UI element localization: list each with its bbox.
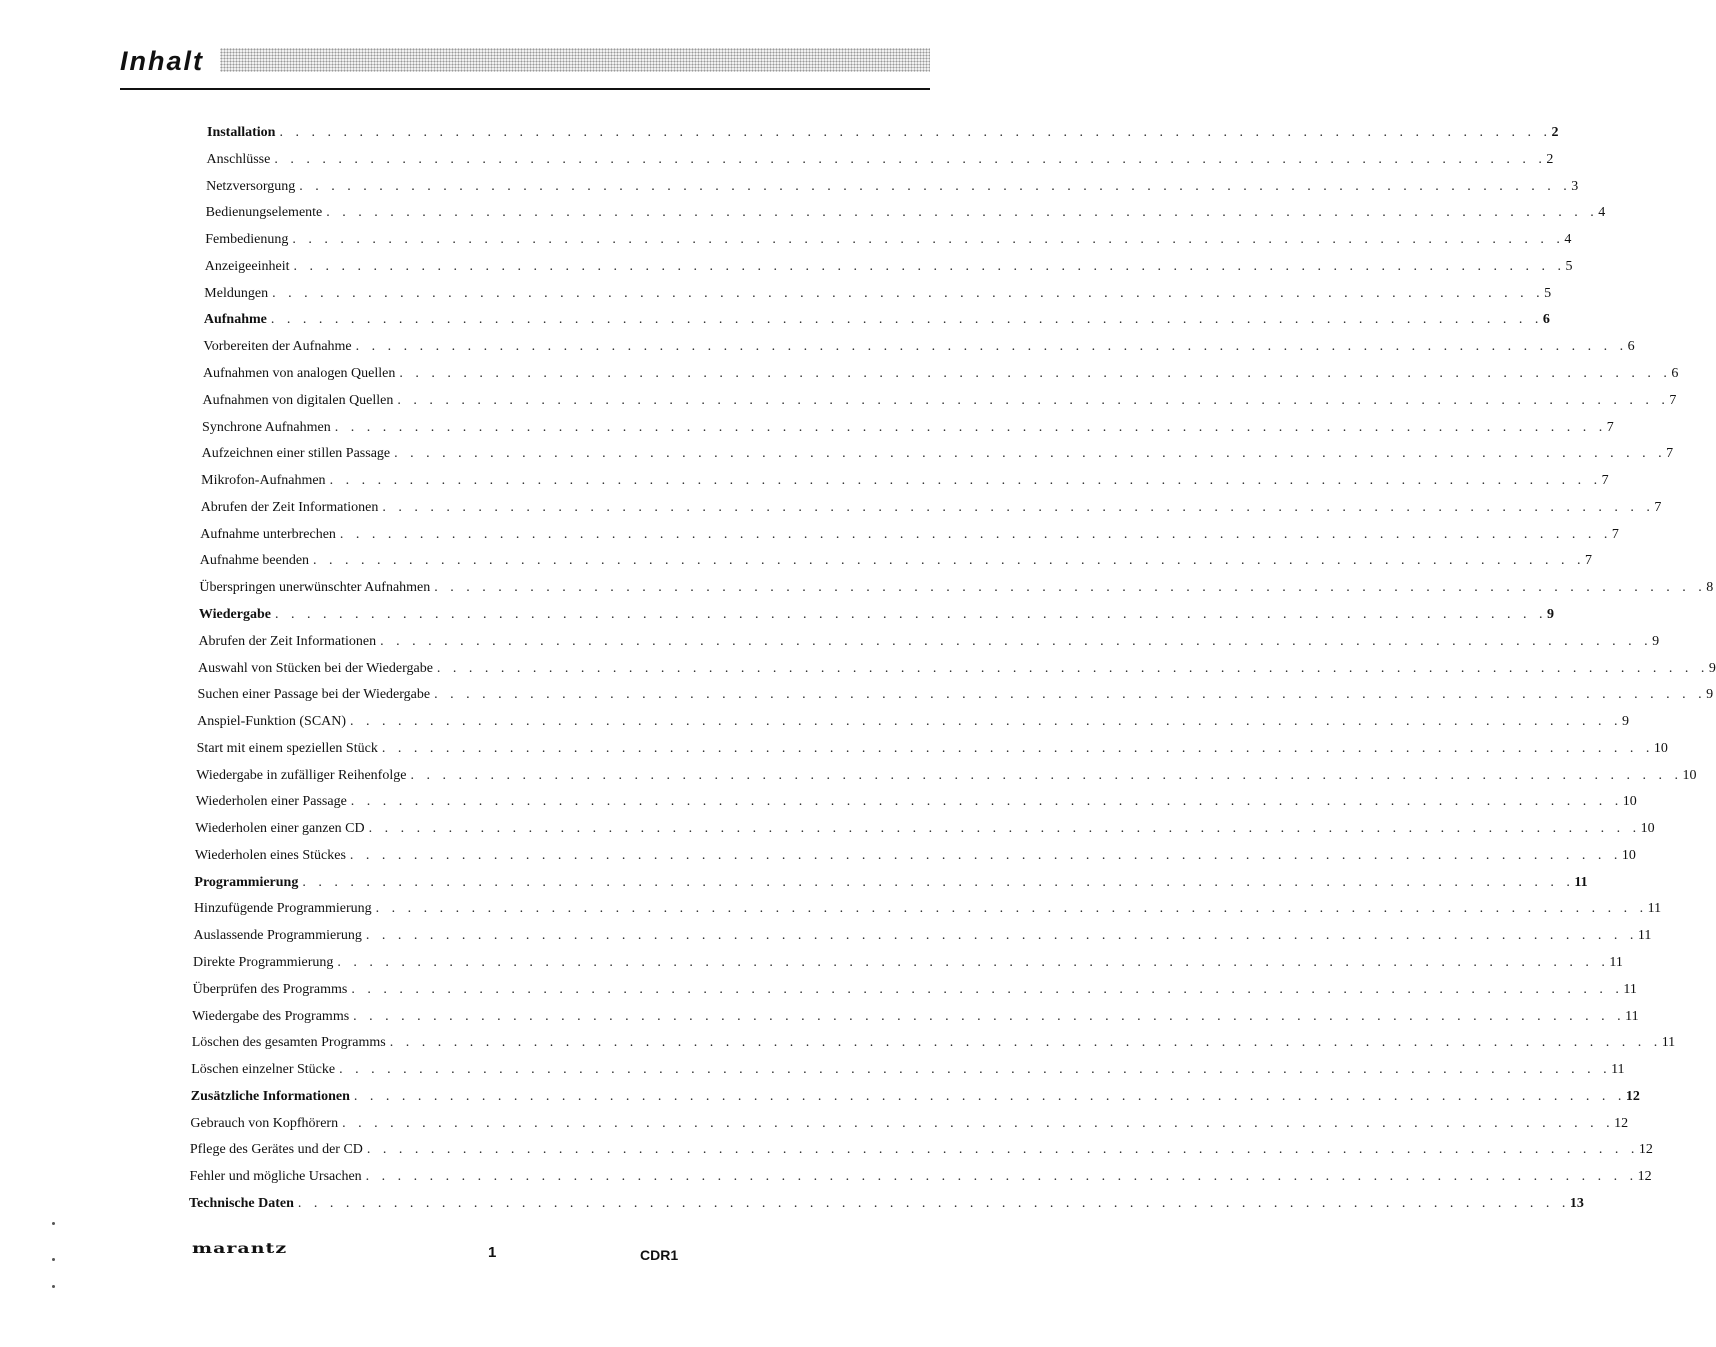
dot-leader: . . . . . . . . . . . . . . . . . . . . . . . . . . . . . . . . . . . . . . . . . . . . . . . . . . . . . . . . . . . . . . . . . . . . . . . . . . . . . . . . (302, 874, 1575, 890)
toc-entry (197, 684, 1714, 706)
toc-entry-label: Wiedergabe des Programms (192, 1008, 350, 1024)
dot-leader: . . . . . . . . . . . . . . . . . . . . . . . . . . . . . . . . . . . . . . . . . . . . . . . . . . . . . . . . . . . . . . . . . . . . . . . . . . . . . . . . (434, 580, 1707, 596)
dot-leader: . . . . . . . . . . . . . . . . . . . . . . . . . . . . . . . . . . . . . . . . . . . . . . . . . . . . . . . . . . . . . . . . . . . . . . . . . . . . . . . . (297, 1196, 1570, 1211)
toc-entry-label: Installation (207, 125, 276, 140)
toc-entry-page: 10 (1640, 821, 1655, 837)
toc-entry-label: Aufnahmen von analogen Quellen (202, 365, 396, 381)
scan-speck (52, 1285, 55, 1288)
toc-entry (205, 229, 1572, 251)
toc-entry (202, 363, 1679, 385)
toc-entry-page: 7 (1585, 553, 1593, 569)
toc-entry-page: 9 (1622, 714, 1630, 730)
toc-entry-page: 12 (1625, 1088, 1640, 1104)
dot-leader: . . . . . . . . . . . . . . . . . . . . . . . . . . . . . . . . . . . . . . . . . . . . . . . . . . . . . . . . . . . . . . . . . . . . . . . . . . . . . . . . (350, 794, 1623, 810)
toc-entry (195, 791, 1637, 813)
toc-entry-label: Abrufen der Zeit Informationen (200, 499, 379, 515)
toc-entry-page: 7 (1654, 499, 1662, 515)
toc-entry-page: 12 (1637, 1169, 1652, 1185)
dot-leader: . . . . . . . . . . . . . . . . . . . . . . . . . . . . . . . . . . . . . . . . . . . . . . . . . . . . . . . . . . . . . . . . . . . . . . . . . . . . . . . . (274, 151, 1547, 167)
dot-leader: . . . . . . . . . . . . . . . . . . . . . . . . . . . . . . . . . . . . . . . . . . . . . . . . . . . . . . . . . . . . . . . . . . . . . . . . . . . . . . . . (337, 955, 1610, 971)
brand-logo: marantz (192, 1241, 288, 1257)
dot-leader: . . . . . . . . . . . . . . . . . . . . . . . . . . . . . . . . . . . . . . . . . . . . . . . . . . . . . . . . . . . . . . . . . . . . . . . . . . . . . . . . (351, 981, 1624, 997)
toc-entry-page: 10 (1622, 794, 1637, 810)
toc-entry-page: 2 (1546, 151, 1554, 167)
toc-entry-label: Wiedergabe in zufälliger Reihenfolge (196, 767, 407, 783)
toc-entry-label: Wiederholen einer ganzen CD (195, 821, 365, 837)
toc-entry (195, 818, 1655, 840)
toc-entry-label: Pflege des Gerätes und der CD (189, 1142, 363, 1158)
toc-entry (191, 1059, 1625, 1081)
dot-leader: . . . . . . . . . . . . . . . . . . . . . . . . . . . . . . . . . . . . . . . . . . . . . . . . . . . . . . . . . . . . . . . . . . . . . . . . . . . . . . . . (389, 1035, 1662, 1051)
dot-leader: . . . . . . . . . . . . . . . . . . . . . . . . . . . . . . . . . . . . . . . . . . . . . . . . . . . . . . . . . . . . . . . . . . . . . . . . . . . . . . . . (399, 365, 1672, 381)
toc-entry-label: Fembedienung (205, 232, 289, 248)
dot-leader: . . . . . . . . . . . . . . . . . . . . . . . . . . . . . . . . . . . . . . . . . . . . . . . . . . . . . . . . . . . . . . . . . . . . . . . . . . . . . . . . (342, 1115, 1615, 1131)
toc-entry-label: Abrufen der Zeit Informationen (198, 633, 377, 649)
toc-entry-page: 9 (1652, 633, 1660, 649)
toc-entry (196, 738, 1668, 760)
toc-entry-label: Überprüfen des Programms (192, 981, 348, 997)
toc-entry-label: Aufnahme beenden (199, 553, 310, 569)
toc-entry-page: 5 (1565, 258, 1573, 274)
toc-entry-page: 5 (1544, 285, 1552, 301)
toc-entry (189, 1139, 1653, 1161)
toc-entry-label: Direkte Programmierung (193, 955, 334, 971)
toc-entry-page: 9 (1706, 687, 1714, 703)
toc-entry-page: 11 (1661, 1035, 1676, 1051)
toc-entry-label: Suchen einer Passage bei der Wiedergabe (197, 687, 431, 703)
dot-leader: . . . . . . . . . . . . . . . . . . . . . . . . . . . . . . . . . . . . . . . . . . . . . . . . . . . . . . . . . . . . . . . . . . . . . . . . . . . . . . . . (380, 633, 1653, 649)
scan-speck (52, 1222, 55, 1225)
dot-leader: . . . . . . . . . . . . . . . . . . . . . . . . . . . . . . . . . . . . . . . . . . . . . . . . . . . . . . . . . . . . . . . . . . . . . . . . . . . . . . . . (350, 714, 1623, 730)
toc-entry-page: 6 (1671, 365, 1679, 381)
dot-leader: . . . . . . . . . . . . . . . . . . . . . . . . . . . . . . . . . . . . . . . . . . . . . . . . . . . . . . . . . . . . . . . . . . . . . . . . . . . . . . . . (353, 1008, 1626, 1024)
dot-leader: . . . . . . . . . . . . . . . . . . . . . . . . . . . . . . . . . . . . . . . . . . . . . . . . . . . . . . . . . . . . . . . . . . . . . . . . . . . . . . . . (365, 928, 1638, 944)
dot-leader: . . . . . . . . . . . . . . . . . . . . . . . . . . . . . . . . . . . . . . . . . . . . . . . . . . . . . . . . . . . . . . . . . . . . . . . . . . . . . . . . (326, 205, 1599, 221)
toc-entry (207, 122, 1559, 144)
toc-entry-label: Auslassende Programmierung (193, 928, 362, 944)
toc-entry-page: 6 (1542, 312, 1550, 328)
dot-leader: . . . . . . . . . . . . . . . . . . . . . . . . . . . . . . . . . . . . . . . . . . . . . . . . . . . . . . . . . . . . . . . . . . . . . . . . . . . . . . . . (313, 553, 1586, 569)
toc-entry-page: 11 (1611, 1062, 1625, 1078)
model-name: CDR1 (640, 1247, 679, 1263)
dot-leader: . . . . . . . . . . . . . . . . . . . . . . . . . . . . . . . . . . . . . . . . . . . . . . . . . . . . . . . . . . . . . . . . . . . . . . . . . . . . . . . . (355, 339, 1628, 355)
toc-entry (194, 845, 1636, 867)
toc-entry-page: 11 (1623, 981, 1637, 997)
toc-entry (189, 1166, 1652, 1188)
toc-entry-page: 9 (1708, 660, 1716, 676)
toc-entry (206, 176, 1579, 198)
toc-entry-page: 10 (1653, 740, 1668, 756)
toc-entry-page: 4 (1564, 232, 1572, 248)
toc-entry-label: Wiederholen eines Stückes (194, 847, 346, 863)
dot-leader: . . . . . . . . . . . . . . . . . . . . . . . . . . . . . . . . . . . . . . . . . . . . . . . . . . . . . . . . . . . . . . . . . . . . . . . . . . . . . . . . (365, 1169, 1638, 1185)
toc-entry-page: 6 (1627, 339, 1635, 355)
toc-entry-page: 12 (1638, 1142, 1653, 1158)
toc-entry-label: Bedienungselemente (205, 205, 323, 221)
toc-entry-page: 7 (1666, 446, 1674, 462)
toc-entry (205, 202, 1606, 224)
dot-leader: . . . . . . . . . . . . . . . . . . . . . . . . . . . . . . . . . . . . . . . . . . . . . . . . . . . . . . . . . . . . . . . . . . . . . . . . . . . . . . . . (334, 419, 1607, 435)
toc-entry-page: 9 (1546, 606, 1554, 622)
dot-leader: . . . . . . . . . . . . . . . . . . . . . . . . . . . . . . . . . . . . . . . . . . . . . . . . . . . . . . . . . . . . . . . . . . . . . . . . . . . . . . . . (279, 125, 1552, 140)
toc-entry (204, 283, 1552, 305)
dot-leader: . . . . . . . . . . . . . . . . . . . . . . . . . . . . . . . . . . . . . . . . . . . . . . . . . . . . . . . . . . . . . . . . . . . . . . . . . . . . . . . . (375, 901, 1648, 917)
toc-entry (200, 524, 1619, 546)
dot-leader: . . . . . . . . . . . . . . . . . . . . . . . . . . . . . . . . . . . . . . . . . . . . . . . . . . . . . . . . . . . . . . . . . . . . . . . . . . . . . . . . (270, 312, 1543, 328)
toc-entry-page: 12 (1614, 1115, 1629, 1131)
toc-entry-label: Meldungen (204, 285, 269, 301)
toc-entry (199, 577, 1714, 599)
toc-entry-label: Löschen des gesamten Programms (191, 1035, 386, 1051)
toc-entry-label: Technische Daten (189, 1196, 294, 1211)
toc-entry (189, 1193, 1584, 1215)
dot-leader: . . . . . . . . . . . . . . . . . . . . . . . . . . . . . . . . . . . . . . . . . . . . . . . . . . . . . . . . . . . . . . . . . . . . . . . . . . . . . . . . (368, 821, 1641, 837)
dot-leader: . . . . . . . . . . . . . . . . . . . . . . . . . . . . . . . . . . . . . . . . . . . . . . . . . . . . . . . . . . . . . . . . . . . . . . . . . . . . . . . . (349, 847, 1622, 863)
toc-entry (190, 1086, 1640, 1108)
toc-entry-label: Mikrofon-Aufnahmen (201, 473, 326, 489)
toc-entry (201, 443, 1674, 465)
toc-entry-page: 4 (1598, 205, 1606, 221)
dot-leader: . . . . . . . . . . . . . . . . . . . . . . . . . . . . . . . . . . . . . . . . . . . . . . . . . . . . . . . . . . . . . . . . . . . . . . . . . . . . . . . . (293, 258, 1566, 274)
dot-leader: . . . . . . . . . . . . . . . . . . . . . . . . . . . . . . . . . . . . . . . . . . . . . . . . . . . . . . . . . . . . . . . . . . . . . . . . . . . . . . . . (292, 232, 1565, 248)
dot-leader: . . . . . . . . . . . . . . . . . . . . . . . . . . . . . . . . . . . . . . . . . . . . . . . . . . . . . . . . . . . . . . . . . . . . . . . . . . . . . . . . (274, 606, 1547, 622)
toc-entry-page: 7 (1611, 526, 1619, 542)
toc-entry (203, 309, 1550, 331)
toc-entry (203, 336, 1635, 358)
toc-entry-label: Löschen einzelner Stücke (191, 1062, 336, 1078)
toc-entry (202, 417, 1614, 439)
scan-speck (52, 1258, 55, 1261)
toc-entry-label: Aufnahmen von digitalen Quellen (202, 392, 394, 408)
toc-entry-label: Zusätzliche Informationen (190, 1088, 350, 1104)
toc-entry-page: 11 (1609, 955, 1623, 971)
dot-leader: . . . . . . . . . . . . . . . . . . . . . . . . . . . . . . . . . . . . . . . . . . . . . . . . . . . . . . . . . . . . . . . . . . . . . . . . . . . . . . . . (397, 392, 1670, 408)
dot-leader: . . . . . . . . . . . . . . . . . . . . . . . . . . . . . . . . . . . . . . . . . . . . . . . . . . . . . . . . . . . . . . . . . . . . . . . . . . . . . . . . (272, 285, 1545, 301)
dot-leader: . . . . . . . . . . . . . . . . . . . . . . . . . . . . . . . . . . . . . . . . . . . . . . . . . . . . . . . . . . . . . . . . . . . . . . . . . . . . . . . . (329, 473, 1602, 489)
dot-leader: . . . . . . . . . . . . . . . . . . . . . . . . . . . . . . . . . . . . . . . . . . . . . . . . . . . . . . . . . . . . . . . . . . . . . . . . . . . . . . . . (366, 1142, 1639, 1158)
dot-leader: . . . . . . . . . . . . . . . . . . . . . . . . . . . . . . . . . . . . . . . . . . . . . . . . . . . . . . . . . . . . . . . . . . . . . . . . . . . . . . . . (436, 660, 1709, 676)
dot-leader: . . . . . . . . . . . . . . . . . . . . . . . . . . . . . . . . . . . . . . . . . . . . . . . . . . . . . . . . . . . . . . . . . . . . . . . . . . . . . . . . (339, 526, 1612, 542)
toc-entry (201, 470, 1609, 492)
toc-entry-page: 8 (1706, 580, 1714, 596)
toc-entry-page: 7 (1606, 419, 1614, 435)
toc-entry (202, 390, 1677, 412)
toc-entry-label: Wiederholen einer Passage (195, 794, 347, 810)
toc-entry-page: 11 (1647, 901, 1662, 917)
toc-entry (198, 658, 1716, 680)
toc-entry (193, 952, 1623, 974)
page-title: Inhalt (120, 44, 210, 78)
toc-entry-page: 7 (1601, 473, 1609, 489)
dot-leader: . . . . . . . . . . . . . . . . . . . . . . . . . . . . . . . . . . . . . . . . . . . . . . . . . . . . . . . . . . . . . . . . . . . . . . . . . . . . . . . . (434, 687, 1707, 703)
toc-entry-label: Anschlüsse (206, 151, 271, 167)
toc-entry-label: Anzeigeeinheit (204, 258, 290, 274)
dot-leader: . . . . . . . . . . . . . . . . . . . . . . . . . . . . . . . . . . . . . . . . . . . . . . . . . . . . . . . . . . . . . . . . . . . . . . . . . . . . . . . . (382, 499, 1655, 515)
toc-entry-page: 13 (1569, 1196, 1584, 1211)
dot-leader: . . . . . . . . . . . . . . . . . . . . . . . . . . . . . . . . . . . . . . . . . . . . . . . . . . . . . . . . . . . . . . . . . . . . . . . . . . . . . . . . (381, 740, 1654, 756)
toc-entry (198, 604, 1554, 626)
toc-entry-page: 10 (1682, 767, 1697, 783)
toc-entry (198, 631, 1660, 653)
toc-entry-page: 11 (1574, 874, 1588, 890)
toc-entry (192, 979, 1637, 1001)
toc-entry (192, 1006, 1639, 1028)
toc-entry-label: Synchrone Aufnahmen (202, 419, 331, 435)
toc-entry (191, 1032, 1676, 1054)
toc-entry-page: 7 (1669, 392, 1677, 408)
dot-leader: . . . . . . . . . . . . . . . . . . . . . . . . . . . . . . . . . . . . . . . . . . . . . . . . . . . . . . . . . . . . . . . . . . . . . . . . . . . . . . . . (353, 1088, 1626, 1104)
dot-leader: . . . . . . . . . . . . . . . . . . . . . . . . . . . . . . . . . . . . . . . . . . . . . . . . . . . . . . . . . . . . . . . . . . . . . . . . . . . . . . . . (299, 178, 1572, 194)
dot-leader: . . . . . . . . . . . . . . . . . . . . . . . . . . . . . . . . . . . . . . . . . . . . . . . . . . . . . . . . . . . . . . . . . . . . . . . . . . . . . . . . (394, 446, 1667, 462)
toc-entry-page: 2 (1551, 125, 1559, 140)
toc-entry-label: Vorbereiten der Aufnahme (203, 339, 352, 355)
toc-entry-label: Gebrauch von Kopfhörern (190, 1115, 339, 1131)
toc-entry (199, 550, 1593, 572)
toc-entry (206, 149, 1554, 171)
toc-entry-label: Aufzeichnen einer stillen Passage (201, 446, 391, 462)
toc-entry (197, 711, 1630, 733)
toc-entry (194, 872, 1588, 894)
toc-entry (200, 497, 1662, 519)
toc-entry-label: Programmierung (194, 874, 299, 890)
dot-leader: . . . . . . . . . . . . . . . . . . . . . . . . . . . . . . . . . . . . . . . . . . . . . . . . . . . . . . . . . . . . . . . . . . . . . . . . . . . . . . . . (410, 767, 1683, 783)
toc-entry-label: Auswahl von Stücken bei der Wiedergabe (198, 660, 433, 676)
toc-entry-label: Fehler und mögliche Ursachen (189, 1169, 362, 1185)
toc-entry-label: Aufnahme (203, 312, 267, 328)
toc-entry-label: Überspringen unerwünschter Aufnahmen (199, 580, 431, 596)
dot-leader: . . . . . . . . . . . . . . . . . . . . . . . . . . . . . . . . . . . . . . . . . . . . . . . . . . . . . . . . . . . . . . . . . . . . . . . . . . . . . . . . (339, 1062, 1612, 1078)
toc-entry (193, 898, 1662, 920)
toc-entry (190, 1113, 1629, 1135)
toc-entry-label: Hinzufügende Programmierung (193, 901, 372, 917)
toc-entry-label: Anspiel-Funktion (SCAN) (197, 714, 347, 730)
toc-entry-page: 11 (1637, 928, 1652, 944)
toc-entry (196, 765, 1697, 787)
toc-entry-label: Start mit einem speziellen Stück (196, 740, 378, 756)
toc-entry-label: Wiedergabe (198, 606, 271, 622)
toc-entry-label: Netzversorgung (206, 178, 296, 194)
page-number: 1 (488, 1244, 497, 1261)
toc-entry (204, 256, 1573, 278)
toc-entry-label: Aufnahme unterbrechen (200, 526, 336, 542)
toc-entry (193, 925, 1652, 947)
toc-entry-page: 10 (1621, 847, 1636, 863)
toc-entry-page: 11 (1625, 1008, 1639, 1024)
toc-entry-page: 3 (1571, 178, 1579, 194)
